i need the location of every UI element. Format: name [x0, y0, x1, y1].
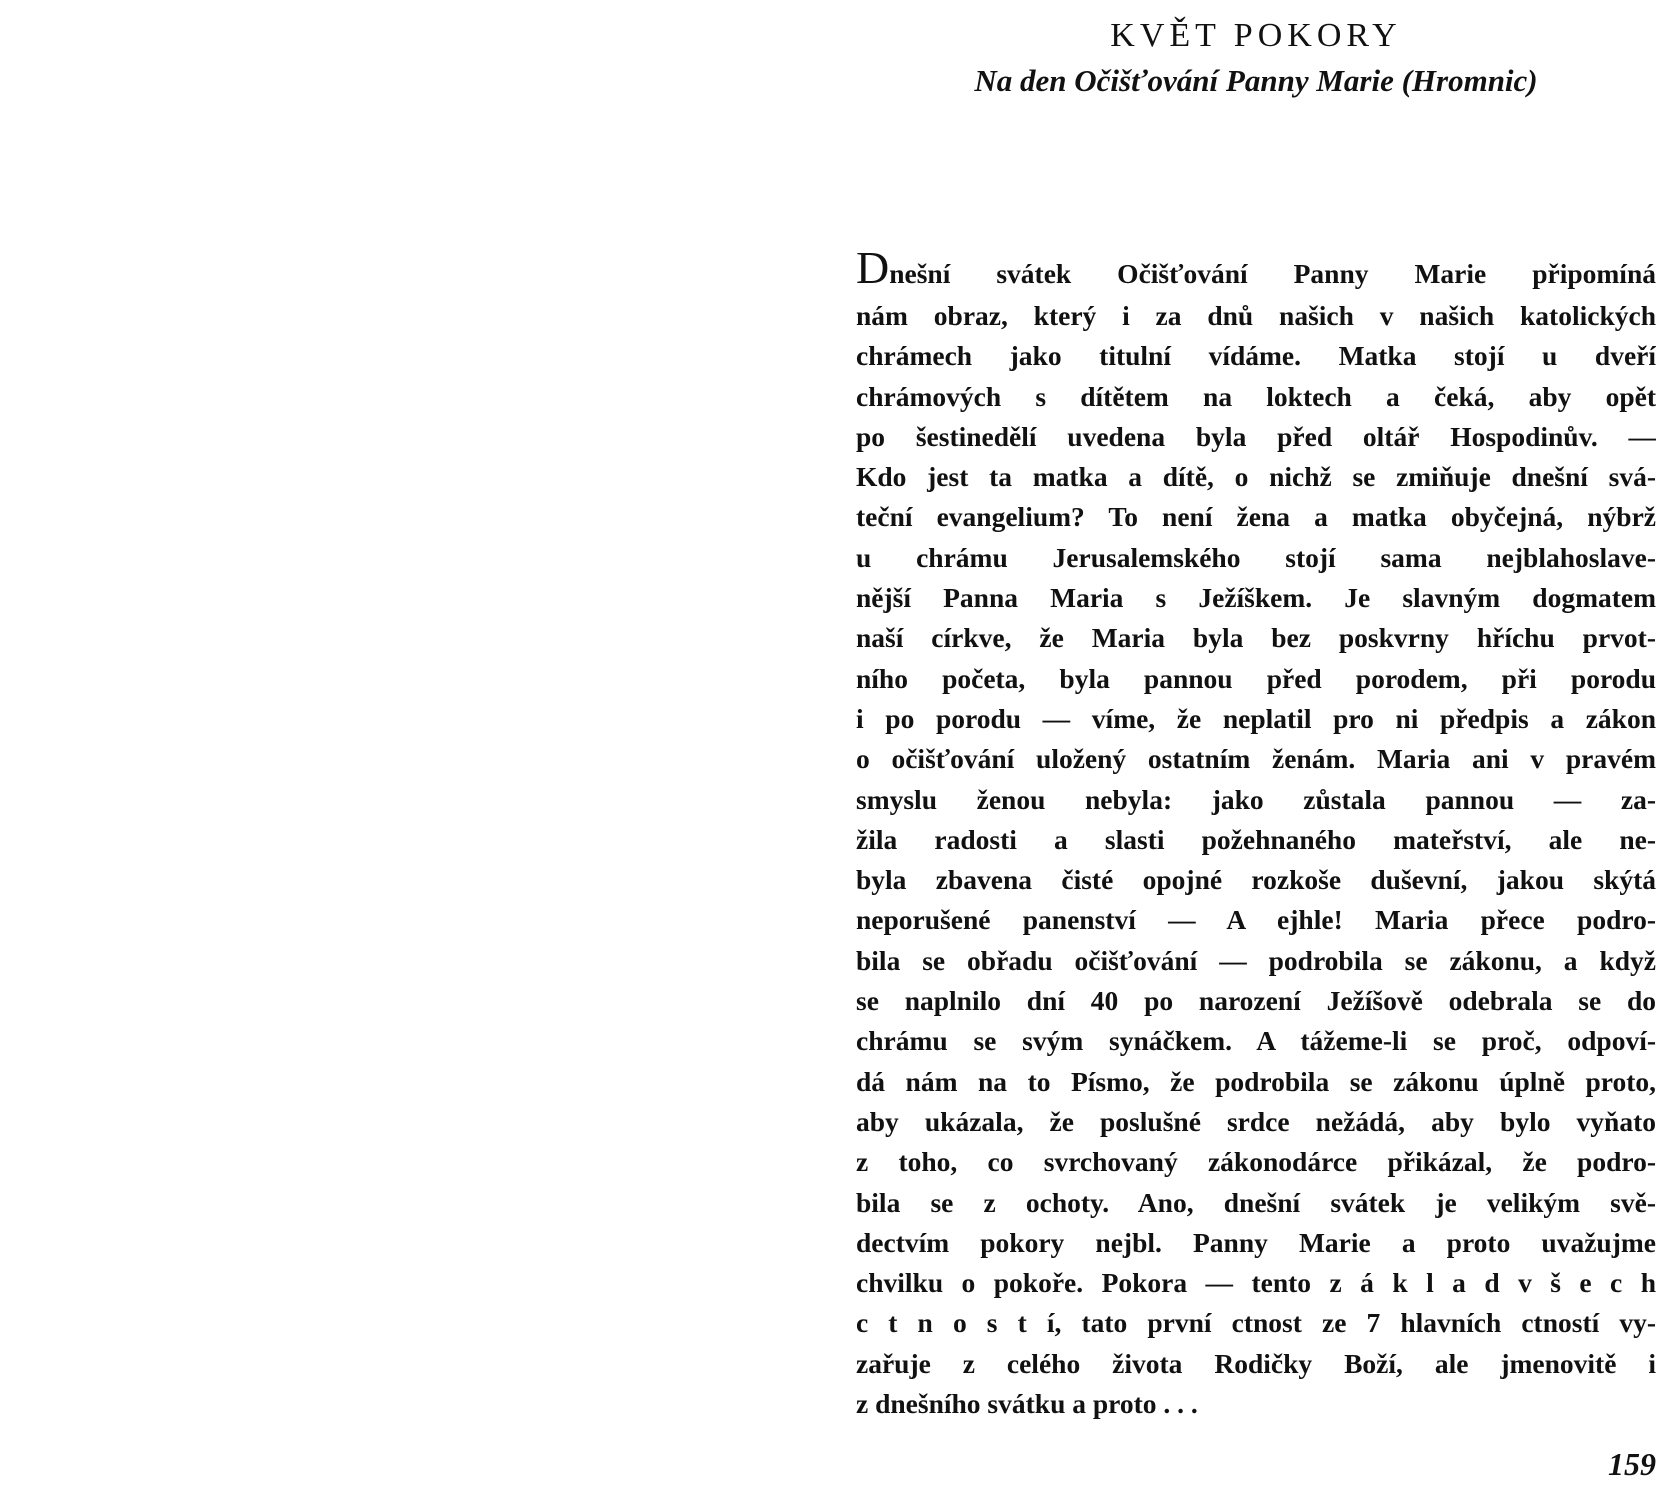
body-paragraph	[856, 248, 1656, 1428]
text-line: bila se z ochoty. Ano, dnešní svátek je velikým svě-	[856, 1186, 1656, 1218]
text-line: žila radosti a slasti požehnaného mateřství, ale ne-	[856, 823, 1656, 855]
chapter-header	[856, 14, 1656, 104]
text-line: chrámu se svým synáčkem. A tážeme-li se proč, odpoví-	[856, 1025, 1656, 1057]
text-line: smyslu ženou nebyla: jako zůstala pannou — za-	[856, 783, 1656, 815]
text-line: naší církve, že Maria byla bez poskvrny hříchu prvot-	[856, 622, 1656, 654]
text-line: chrámových s dítětem na loktech a čeká, aby opět	[856, 380, 1656, 412]
text-line-last: z dnešního svátku a proto . . .	[856, 1388, 1198, 1420]
text-line: z toho, co svrchovaný zákonodárce přikázal, že podro-	[856, 1146, 1656, 1178]
chapter-subtitle: Na den Očišťování Panny Marie (Hromnic)	[974, 63, 1538, 98]
text-line: teční evangelium? To není žena a matka obyčejná, nýbrž	[856, 501, 1656, 533]
text-line-first	[856, 248, 1656, 296]
text-line: neporušené panenství — A ejhle! Maria přece podro-	[856, 904, 1656, 936]
page-number: 159	[1608, 1446, 1656, 1482]
drop-cap: D	[856, 248, 890, 293]
text-line: c t n o s t í, tato první ctnost ze 7 hlavních ctností vy-	[856, 1307, 1656, 1339]
text-line: zařuje z celého života Rodičky Boží, ale jmenovitě i	[856, 1347, 1656, 1379]
text-line: u chrámu Jerusalemského stojí sama nejblahoslave-	[856, 541, 1656, 573]
text-line: se naplnilo dní 40 po narození Ježíšově odebrala se do	[856, 985, 1656, 1017]
text-line: dectvím pokory nejbl. Panny Marie a proto uvažujme	[856, 1226, 1656, 1258]
text-line: dá nám na to Písmo, že podrobila se zákonu úplně proto,	[856, 1065, 1656, 1097]
text-line: chrámech jako titulní vídáme. Matka stojí u dveří	[856, 340, 1656, 372]
text-line: chvilku o pokoře. Pokora — tento z á k l a d v š e c h	[856, 1267, 1656, 1299]
text-line: o očišťování uložený ostatním ženám. Maria ani v pravém	[856, 743, 1656, 775]
text-line: po šestinedělí uvedena byla před oltář Hospodinův. —	[856, 420, 1656, 452]
text-line: bila se obřadu očišťování — podrobila se zákonu, a když	[856, 944, 1656, 976]
text-line: byla zbavena čisté opojné rozkoše duševní, jakou skýtá	[856, 864, 1656, 896]
text-line: aby ukázala, že poslušné srdce nežádá, aby bylo vyňato	[856, 1105, 1656, 1137]
first-line-text: nešní svátek Očišťování Panny Marie připomíná	[889, 258, 1656, 289]
text-line: nější Panna Maria s Ježíškem. Je slavným dogmatem	[856, 582, 1656, 614]
chapter-title: KVĚT POKORY	[1110, 17, 1402, 54]
text-line: ního početa, byla pannou před porodem, při porodu	[856, 662, 1656, 694]
text-line: nám obraz, který i za dnů našich v našich katolických	[856, 300, 1656, 331]
text-line: Kdo jest ta matka a dítě, o nichž se zmiňuje dnešní svá-	[856, 461, 1656, 493]
text-line: i po porodu — víme, že neplatil pro ni předpis a zákon	[856, 702, 1656, 734]
